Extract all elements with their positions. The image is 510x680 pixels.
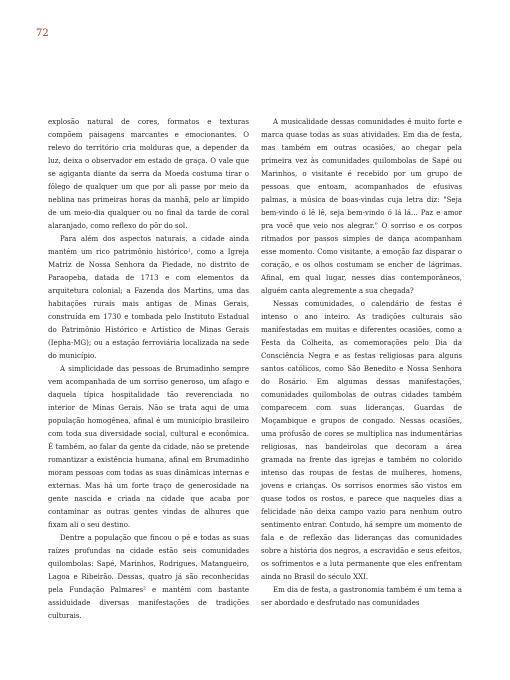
paragraph: Em dia de festa, a gastronomia também é um tema a ser abordado e desfrutado nas comunidades [261, 585, 462, 607]
paragraph: Nessas comunidades, o calendário de festas é intenso o ano inteiro. As tradições culturais são manifestadas em muitas e diferentes ocasiões, como a Festa da Colheita, as comemorações pelo Dia da Consciência Negra e as festas religiosas para alguns santos católicos, como São Benedito e Nossa Senhora do Rosário. Em algumas dessas manifestações, comunidades quilombolas de outras cidades também comparecem com suas lideranças, Guardas de Moçambique e grupos de congado. Nessas ocasiões, uma profusão de cores se multiplica nas indumentárias religiosas, nas bandeirolas que decoram a área gramada na frente das igrejas e também no colorido intenso das roupas de festas de mulheres, homens, jovens e crianças. Os sorrisos enormes são vistos em quase todos os rostos, e parece que naqueles dias a felicidade não deixa campo vazio para nenhum outro sentimento entrar. Contudo, há sempre um momento de fala e de reflexão das lideranças das comunidades sobre a história dos negros, a escravidão e seus efeitos, os sofrimentos e a luta permanente que eles enfrentam ainda no Brasil do século XXI. [261, 299, 462, 581]
paragraph: A musicalidade dessas comunidades é muito forte e marca quase todas as suas atividades. Em dia de festa, mas também em outras ocasiões, ao chegar pela primeira vez às comunidades quilombolas de Sapé ou Marinhos, o visitante é recebido por um grupo de pessoas que entoam, acompanhados de efusivas palmas, a música de boas-vindas cuja letra diz: "Seja bem-vindo ó lê lê, seja bem-vindo ó lá lá... Paz e amor pra você que veio nos alegrar." O sorriso e os corpos ritmados por passos simples de dança acompanham esse momento. Como visitante, a emoção faz disparar o coração, e os olhos costumam se encher de lágrimas. Afinal, em qual lugar, nesses dias contemporâneos, alguém canta alegremente a sua chegada? [261, 117, 462, 295]
paragraph: explosão natural de cores, formatos e texturas compõem paisagens marcantes e emocionantes. O relevo do território cria molduras que, a depender da luz, deixa o observador em estado de graça. O vale que se agiganta diante da serra da Moeda costuma tirar o fôlego de qualquer um que por ali passe por meio da neblina nas primeiras horas da manhã, pelo ar límpido de um meio-dia qualquer ou no final da tarde de coral alaranjado, como reflexo do pôr do sol. [48, 117, 249, 230]
paragraph: Dentre a população que fincou o pé e todas as suas raízes profundas na cidade estão seis comunidades quilombolas: Sapé, Marinhos, Rodrigues, Matangueiro, Lagoa e Ribeirão. Dessas, quatro já são reconhecidas pela Fundação Palmares² e mantêm com bastante assiduidade diversas manifestações de tradições culturais. [48, 533, 249, 620]
right-column [261, 115, 462, 609]
page-number: 72 [36, 28, 49, 39]
left-column [48, 115, 249, 622]
paragraph: A simplicidade das pessoas de Brumadinho sempre vem acompanhada de um sorriso generoso, um afago e daquela típica hospitalidade tão reverenciada no interior de Minas Gerais. Não se trata aqui de uma população homogênea, afinal é um município brasileiro com toda sua diversidade social, cultural e econômica. É também, ao falar da gente da cidade, não se pretende romantizar a existência humana, afinal em Brumadinho moram pessoas com todas as suas dinâmicas internas e externas. Mas há um forte traço de generosidade na gente nascida e criada na cidade que acaba por contaminar as outras gentes vindas de alhures que fixam ali o seu destino. [48, 364, 249, 529]
paragraph: Para além dos aspectos naturais, a cidade ainda mantém um rico patrimônio histórico¹, como a Igreja Matriz de Nossa Senhora da Piedade, no distrito de Paraopeba, datada de 1713 e com elementos da arquitetura colonial; a Fazenda dos Martins, uma das habitações rurais mais antigas de Minas Gerais, construída em 1730 e tombada pelo Instituto Estadual do Patrimônio Histórico e Artístico de Minas Gerais (Iepha-MG); ou a estação ferroviária localizada na sede do município. [48, 234, 249, 360]
